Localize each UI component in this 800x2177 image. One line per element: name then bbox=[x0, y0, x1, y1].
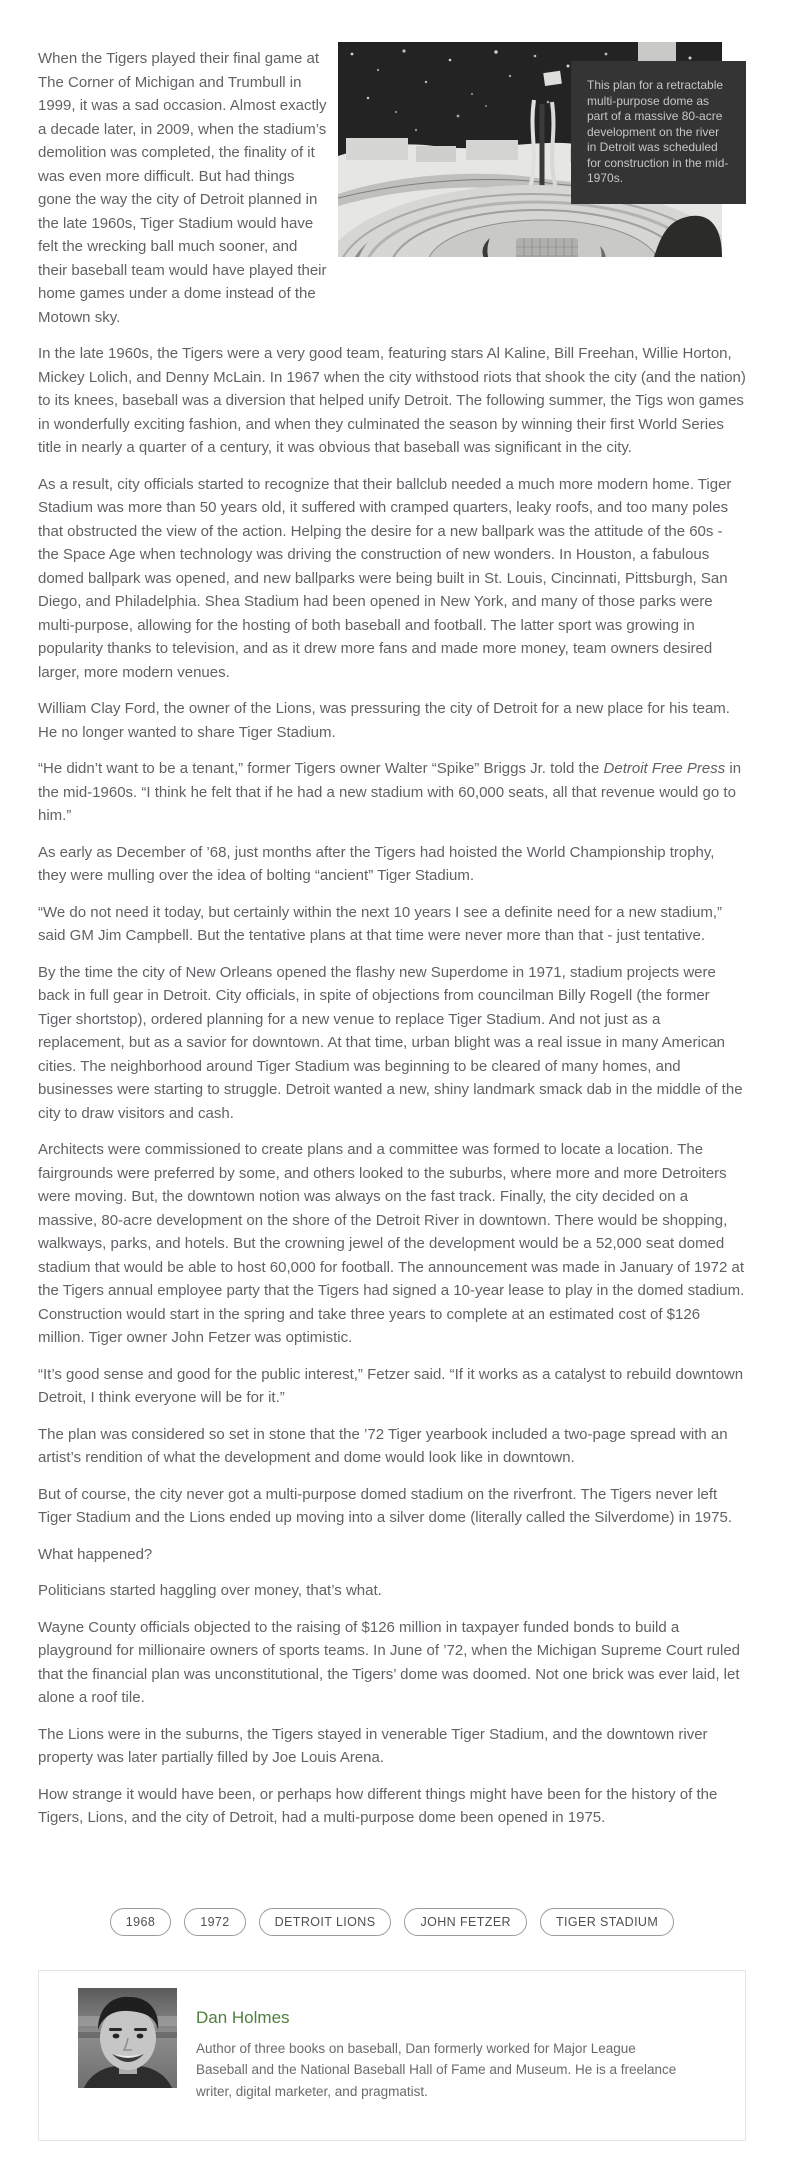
tag-list bbox=[38, 1908, 746, 1936]
author-card bbox=[38, 1970, 746, 2142]
paragraph-1: When the Tigers played their final game at The Corner of Michigan and Trumbull in 1999, it was a sad occasion. Almost exactly a decade later, in 2009, when the stadium’s demolition was completed, the finality of it was even more difficult. But had things gone the way the city of Detroit planned in the late 1960s, Tiger Stadium would have felt the wrecking ball much sooner, and their baseball team would have played their home games under a dome instead of the Motown sky. bbox=[38, 50, 327, 326]
paragraph-10: “It’s good sense and good for the public interest,” Fetzer said. “If it works as a catalyst to rebuild downtown Detroit, I think everyone will be for it.” bbox=[38, 1365, 744, 1406]
paragraph-17: How strange it would have been, or perhaps how different things might have been for the history of the Tigers, Lions, and the city of Detroit, had a multi-purpose dome been opened in 1975. bbox=[38, 1785, 718, 1826]
paragraph-7: “We do not need it today, but certainly within the next 10 years I see a definite need for a new stadium,” said GM Jim Campbell. But the tentative plans at that time were never more than that - just tentative. bbox=[38, 903, 723, 944]
paragraph-4: William Clay Ford, the owner of the Lions, was pressuring the city of Detroit for a new place for his team. He no longer wanted to share Tiger Stadium. bbox=[38, 700, 730, 741]
image-caption: This plan for a retractable multi-purpose dome as part of a massive 80-acre development on the river in Detroit was scheduled for construction in the mid-1970s. bbox=[571, 61, 746, 204]
author-avatar[interactable] bbox=[78, 1988, 177, 2088]
quote-text-after: in the mid-1960s. “I think he felt that if he had a new stadium with 60,000 seats, all that revenue would go to him.” bbox=[38, 760, 742, 824]
author-name-link[interactable]: Dan Holmes bbox=[196, 2007, 290, 2027]
tag-pill-john-fetzer[interactable]: JOHN FETZER bbox=[404, 1908, 527, 1936]
tag-pill-1968[interactable]: 1968 bbox=[110, 1908, 171, 1936]
paragraph-13: What happened? bbox=[38, 1545, 153, 1563]
paragraph-16: The Lions were in the suburns, the Tigers stayed in venerable Tiger Stadium, and the downtown river property was later partially filled by Joe Louis Arena. bbox=[38, 1725, 708, 1766]
paragraph-6: As early as December of ’68, just months after the Tigers had hoisted the World Championship trophy, they were mulling over the idea of bolting “ancient” Tiger Stadium. bbox=[38, 843, 715, 884]
author-bio: Author of three books on baseball, Dan formerly worked for Major League Baseball and the National Baseball Hall of Fame and Museum. He is a freelance writer, digital marketer, and pragmatist. bbox=[196, 2040, 677, 2099]
article-body bbox=[38, 47, 746, 1830]
paragraph-quote bbox=[38, 757, 746, 828]
author-info bbox=[196, 1988, 688, 2103]
stadium-figure bbox=[338, 42, 746, 257]
paragraph-3: As a result, city officials started to recognize that their ballclub needed a much more modern home. Tiger Stadium was more than 50 years old, it suffered with cramped quarters, leaky roofs, and too many poles that obstructed the view of the action. Helping the desire for a new ballpark was the attitude of the 60s - the Space Age when technology was driving the construction of new wonders. In Houston, a fabulous domed ballpark was opened, and new ballparks were being built in St. Louis, Cincinnati, Pittsburgh, San Diego, and Philadelphia. Shea Stadium had been opened in New York, and many of those parks were multi-purpose, allowing for the hosting of both baseball and football. The latter sport was growing in popularity thanks to television, and as it drew more fans and made more money, team owners desired larger, more modern venues. bbox=[38, 475, 732, 681]
paragraph-8: By the time the city of New Orleans opened the flashy new Superdome in 1971, stadium projects were back in full gear in Detroit. City officials, in spite of objections from councilman Billy Rogell (the former Tiger shortstop), ordered planning for a new venue to replace Tiger Stadium. And not just as a replacement, but as a savior for downtown. At that time, urban blight was a real issue in many American cities. The neighborhood around Tiger Stadium was beginning to be cleared of many homes, and businesses were starting to struggle. Detroit wanted a new, shiny landmark smack dab in the middle of the city to draw visitors and cash. bbox=[38, 963, 743, 1122]
paragraph-2: In the late 1960s, the Tigers were a very good team, featuring stars Al Kaline, Bill Freehan, Willie Horton, Mickey Lolich, and Denny McLain. In 1967 when the city withstood riots that shook the city (and the nation) to its knees, baseball was a diversion that helped unify Detroit. The following summer, the Tigs won games in wonderfully exciting fashion, and when they culminated the season by winning their first World Series title in nearly a quarter of a century, it was obvious that baseball was significant in the city. bbox=[38, 345, 746, 456]
paragraph-14: Politicians started haggling over money, that’s what. bbox=[38, 1582, 382, 1599]
publication-name: Detroit Free Press bbox=[603, 760, 726, 777]
tag-pill-tiger-stadium[interactable]: TIGER STADIUM bbox=[540, 1908, 674, 1936]
tag-pill-1972[interactable]: 1972 bbox=[184, 1908, 245, 1936]
paragraph-12: But of course, the city never got a multi-purpose domed stadium on the riverfront. The Tigers never left Tiger Stadium and the Lions ended up moving into a silver dome (literally called the Silverdome) in 1975. bbox=[38, 1485, 732, 1526]
quote-text-before: “He didn’t want to be a tenant,” former Tigers owner Walter “Spike” Briggs Jr. told the bbox=[38, 760, 604, 777]
paragraph-11: The plan was considered so set in stone that the ’72 Tiger yearbook included a two-page spread with an artist’s rendition of what the development and dome would look like in downtown. bbox=[38, 1425, 728, 1466]
tag-pill-detroit-lions[interactable]: DETROIT LIONS bbox=[259, 1908, 392, 1936]
paragraph-15: Wayne County officials objected to the raising of $126 million in taxpayer funded bonds to build a playground for millionaire owners of sports teams. In June of ’72, when the Michigan Supreme Court ruled that the financial plan was unconstitutional, the Tigers’ dome was doomed. Not one brick was ever laid, let alone a roof tile. bbox=[38, 1618, 741, 1706]
paragraph-9: Architects were commissioned to create plans and a committee was formed to locate a location. The fairgrounds were preferred by some, and others looked to the suburbs, where more and more Detroiters were moving. But, the downtown notion was always on the fast track. Finally, the city decided on a massive, 80-acre development on the shore of the Detroit River in downtown. There would be shopping, walkways, parks, and hotels. But the crowning jewel of the development would be a 52,000 seat domed stadium that would be able to host 60,000 for football. The announcement was made in January of 1972 at the Tigers annual employee party that the Tigers had signed a 10-year lease to play in the domed stadium. Construction would start in the spring and take three years to complete at an estimated cost of $126 million. Tiger owner John Fetzer was optimistic. bbox=[38, 1141, 745, 1346]
